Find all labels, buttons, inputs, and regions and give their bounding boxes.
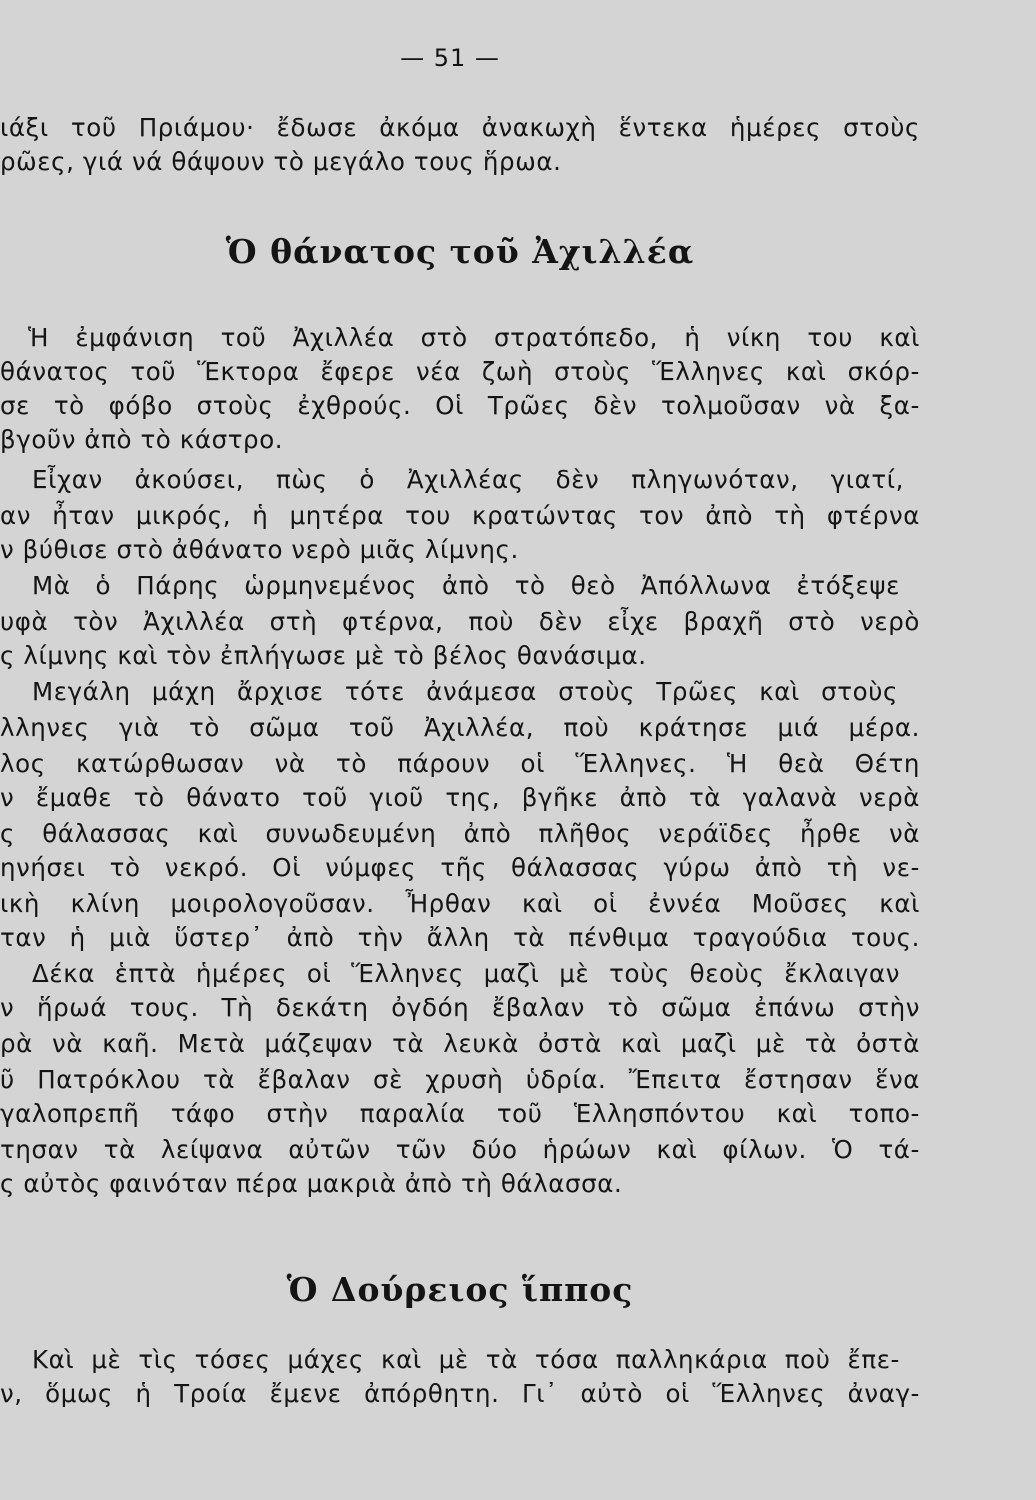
paragraph-line: λος κατώρθωσαν νὰ τὸ πάρουν οἱ Ἕλληνες. Ἡ θεὰ Θέτη bbox=[0, 749, 920, 778]
paragraph-line: ρὰ νὰ καῆ. Μετὰ μάζεψαν τὰ λευκὰ ὀστὰ καὶ μαζὶ μὲ τὰ ὀστὰ bbox=[0, 1029, 920, 1058]
paragraph-line: ς λίμνης καὶ τὸν ἐπλήγωσε μὲ τὸ βέλος θανάσιμα. bbox=[0, 641, 647, 670]
section-title: Ὁ θάνατος τοῦ Ἀχιλλέα bbox=[225, 232, 695, 271]
paragraph-line: βγοῦν ἀπὸ τὸ κάστρο. bbox=[0, 425, 284, 454]
paragraph-line: ῦ Πατρόκλου τὰ ἔβαλαν σὲ χρυσὴ ὑδρία. Ἔπειτα ἔστησαν ἕνα bbox=[0, 1065, 920, 1094]
paragraph-line: ν βύθισε στὸ ἀθάνατο νερὸ μιᾶς λίμνης. bbox=[0, 535, 519, 564]
paragraph-line: σε τὸ φόβο στοὺς ἐχθρούς. Οἱ Τρῶες δὲν τολμοῦσαν νὰ ξα- bbox=[0, 391, 920, 420]
paragraph-line: αν ἦταν μικρός, ἡ μητέρα του κρατώντας τον ἀπὸ τὴ φτέρνα bbox=[0, 501, 920, 530]
paragraph-line: Δέκα ἑπτὰ ἡμέρες οἱ Ἕλληνες μαζὶ μὲ τοὺς θεοὺς ἔκλαιγαν bbox=[32, 959, 900, 988]
page-number: — 51 — bbox=[400, 44, 500, 72]
paragraph-line: Μὰ ὁ Πάρης ὡρμηνεμένος ἀπὸ τὸ θεὸ Ἀπόλλωνα ἐτόξεψε bbox=[32, 571, 900, 600]
paragraph-line: υφὰ τὸν Ἀχιλλέα στὴ φτέρνα, ποὺ δὲν εἶχε βραχῆ στὸ νερὸ bbox=[0, 607, 920, 636]
paragraph-line: ταν ἡ μιὰ ὕστερ᾽ ἀπὸ τὴν ἄλλη τὰ πένθιμα τραγούδια τους. bbox=[0, 923, 920, 952]
paragraph-line: ς αὐτὸς φαινόταν πέρα μακριὰ ἀπὸ τὴ θάλασσα. bbox=[0, 1169, 623, 1198]
paragraph-line: Μεγάλη μάχη ἄρχισε τότε ἀνάμεσα στοὺς Τρῶες καὶ στοὺς bbox=[32, 677, 898, 706]
paragraph-line: λληνες γιὰ τὸ σῶμα τοῦ Ἀχιλλέα, ποὺ κράτησε μιά μέρα. bbox=[0, 713, 920, 742]
paragraph-line: ηνήσει τὸ νεκρό. Οἱ νύμφες τῆς θάλασσας γύρω ἀπὸ τὴ νε- bbox=[0, 853, 920, 882]
paragraph-line: τησαν τὰ λείψανα αὐτῶν τῶν δύο ἡρώων καὶ φίλων. Ὁ τά- bbox=[0, 1135, 920, 1164]
paragraph-line: ν ἥρωά τους. Τὴ δεκάτη ὀγδόη ἔβαλαν τὸ σῶμα ἐπάνω στὴν bbox=[0, 993, 920, 1022]
paragraph-line: γαλοπρεπῆ τάφο στὴν παραλία τοῦ Ἑλλησπόντου καὶ τοπο- bbox=[0, 1099, 920, 1128]
paragraph-line: ν ἔμαθε τὸ θάνατο τοῦ γιοῦ της, βγῆκε ἀπὸ τὰ γαλανὰ νερὰ bbox=[0, 783, 920, 812]
paragraph-line: ν, ὅμως ἡ Τροία ἔμενε ἀπόρθητη. Γι᾽ αὐτὸ οἱ Ἕλληνες ἀναγ- bbox=[0, 1379, 920, 1408]
paragraph-line: ς θάλασσας καὶ συνωδευμένη ἀπὸ πλῆθος νεράϊδες ἦρθε νὰ bbox=[0, 819, 920, 848]
paragraph-line: Ἡ ἐμφάνιση τοῦ Ἀχιλλέα στὸ στρατόπεδο, ἡ νίκη του καὶ bbox=[28, 323, 920, 352]
paragraph-line: Καὶ μὲ τὶς τόσες μάχες καὶ μὲ τὰ τόσα παλληκάρια ποὺ ἔπε- bbox=[32, 1345, 900, 1374]
intro-line: ιάξι τοῦ Πριάμου· ἔδωσε ἀκόμα ἀνακωχὴ ἕντεκα ἡμέρες στοὺς bbox=[0, 113, 920, 142]
paragraph-line: θάνατος τοῦ Ἕκτορα ἔφερε νέα ζωὴ στοὺς Ἕλληνες καὶ σκόρ- bbox=[0, 357, 920, 386]
paragraph-line: Εἶχαν ἀκούσει, πὼς ὁ Ἀχιλλέας δὲν πληγωνόταν, γιατί, bbox=[32, 465, 904, 494]
intro-line: ρῶες, γιά νά θάψουν τὸ μεγάλο τους ἥρωα. bbox=[0, 147, 562, 176]
section-title: Ὁ Δούρειος ἵππος bbox=[286, 1270, 634, 1309]
paragraph-line: ικὴ κλίνη μοιρολογοῦσαν. Ἦρθαν καὶ οἱ ἐννέα Μοῦσες καὶ bbox=[0, 889, 920, 918]
